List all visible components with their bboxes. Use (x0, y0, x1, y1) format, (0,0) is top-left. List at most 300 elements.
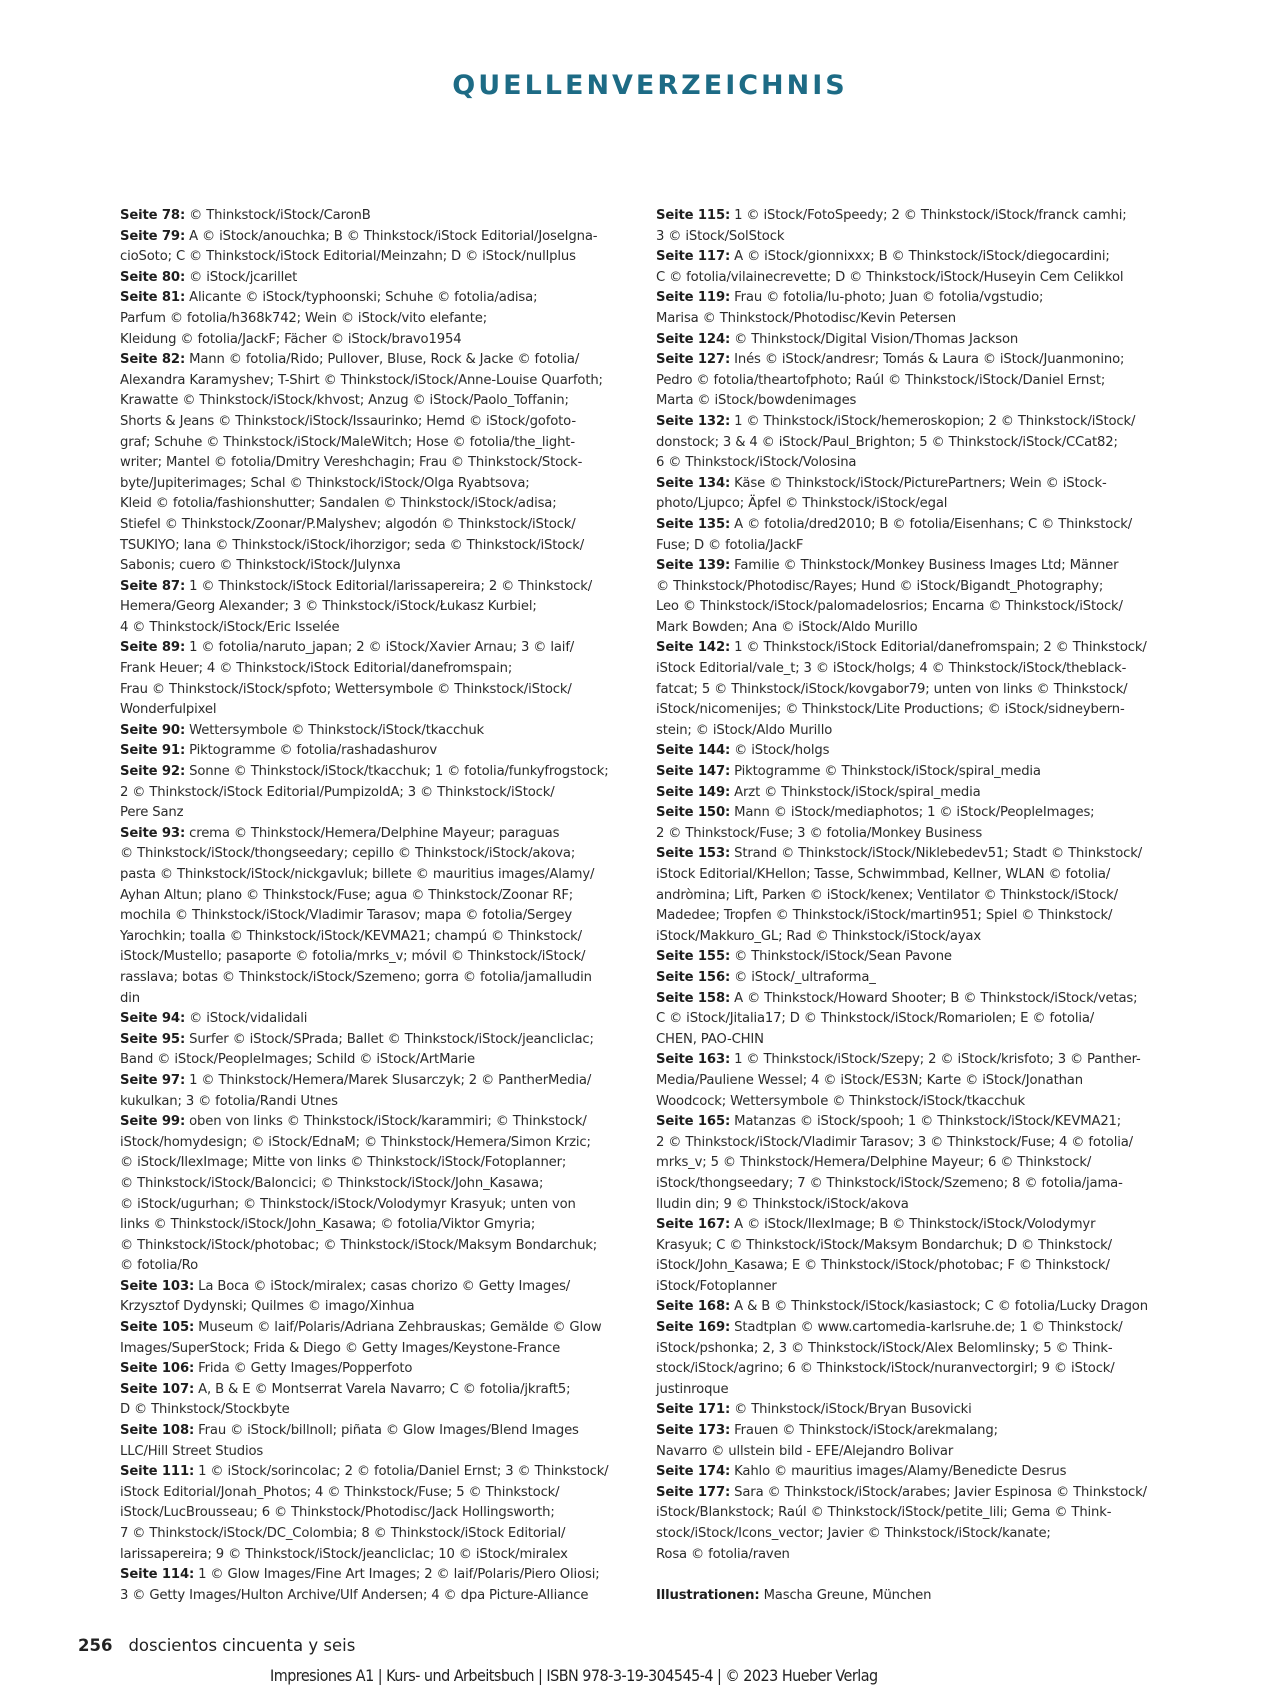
source-text: Mann © iStock/mediaphotos; 1 © iStock/PeopleImages; (730, 805, 1095, 821)
source-text: Parfum © fotolia/h368k742; Wein © iStock/vito elefante; (120, 310, 487, 326)
source-text: © Thinkstock/Digital Vision/Thomas Jackson (730, 331, 1019, 347)
source-text: C © fotolia/vilainecrevette; D © Thinkstock/iStock/Huseyin Cem Celikkol (656, 269, 1124, 285)
source-line (656, 1318, 1142, 1339)
source-text: iStock/Mustello; pasaporte © fotolia/mrks_v; móvil © Thinkstock/iStock/ (120, 949, 586, 965)
source-line (656, 309, 1142, 330)
source-text: iStock/nicomenijes; © Thinkstock/Lite Productions; © iStock/sidneybern- (656, 702, 1125, 718)
source-text: oben von links © Thinkstock/iStock/karammiri; © Thinkstock/ (185, 1114, 587, 1130)
source-line (120, 1297, 606, 1318)
source-line (656, 494, 1142, 515)
source-text: 1 © Thinkstock/iStock Editorial/danefromspain; 2 © Thinkstock/ (730, 640, 1147, 656)
source-text: C © iStock/Jitalia17; D © Thinkstock/iStock/RomarioIen; E © fotolia/ (656, 1011, 1095, 1027)
source-text: Pedro © fotolia/theartofphoto; Raúl © Thinkstock/iStock/Daniel Ernst; (656, 372, 1106, 388)
page-label: Seite 156: (656, 969, 731, 985)
page-label: Seite 158: (656, 990, 731, 1006)
source-line (656, 1215, 1142, 1236)
source-line (656, 721, 1142, 742)
source-text: D © Thinkstock/Stockbyte (120, 1402, 290, 1418)
source-line (120, 844, 606, 865)
source-line (656, 433, 1142, 454)
source-text: din (120, 990, 140, 1006)
source-text: Madedee; Tropfen © Thinkstock/iStock/martin951; Spiel © Thinkstock/ (656, 908, 1113, 924)
source-line (656, 1483, 1147, 1504)
page-label: Seite 142: (656, 640, 731, 656)
source-line (120, 474, 606, 495)
page-label: Seite 92: (120, 764, 186, 780)
source-line (120, 1153, 606, 1174)
source-text: Sonne © Thinkstock/iStock/tkacchuk; 1 © fotolia/funkyfrogstock; (185, 764, 609, 780)
source-text: 2 © Thinkstock/iStock/Vladimir Tarasov; 3 © Thinkstock/Fuse; 4 © fotolia/ (656, 1134, 1133, 1150)
source-text: Kleid © fotolia/fashionshutter; Sandalen © Thinkstock/iStock/adisa; (120, 496, 557, 512)
source-line (656, 844, 1142, 865)
source-line (120, 680, 606, 701)
source-text: Media/Pauliene Wessel; 4 © iStock/ES3N; Karte © iStock/Jonathan (656, 1072, 1083, 1088)
source-text: Marta © iStock/bowdenimages (656, 393, 857, 409)
page-label: Seite 108: (120, 1423, 195, 1439)
source-line (656, 762, 1142, 783)
source-line (120, 288, 606, 309)
source-text: A, B & E © Montserrat Varela Navarro; C © fotolia/jkraft5; (194, 1381, 571, 1397)
page-label: Seite 165: (656, 1114, 731, 1130)
page-label: Seite 114: (120, 1567, 195, 1583)
source-line (120, 1092, 606, 1113)
page-label: Seite 90: (120, 722, 186, 738)
source-text: A & B © Thinkstock/iStock/kasiastock; C © fotolia/Lucky Dragon (730, 1299, 1148, 1315)
source-line (656, 1236, 1142, 1257)
source-text: Mascha Greune, München (759, 1587, 932, 1603)
page-label: Seite 127: (656, 352, 731, 368)
source-line (656, 783, 1142, 804)
source-text: Käse © Thinkstock/iStock/PicturePartners; Wein © iStock- (730, 475, 1107, 491)
source-text: 1 © Thinkstock/iStock Editorial/larissapereira; 2 © Thinkstock/ (185, 578, 593, 594)
source-line (656, 989, 1142, 1010)
source-line (120, 1483, 606, 1504)
sources-column-right (656, 206, 1148, 1606)
source-text: iStock/thongseedary; 7 © Thinkstock/iStock/Szemeno; 8 © fotolia/jama- (656, 1175, 1123, 1191)
source-text: © iStock/vidalidali (185, 1011, 308, 1027)
source-text: Hemera/Georg Alexander; 3 © Thinkstock/iStock/Łukasz Kurbiel; (120, 599, 537, 615)
page-label: Seite 94: (120, 1011, 186, 1027)
source-line (656, 1153, 1142, 1174)
source-text: iStock/John_Kasawa; E © Thinkstock/iStock/photobac; F © Thinkstock/ (656, 1258, 1110, 1274)
source-text: larissapereira; 9 © Thinkstock/iStock/jeancliclac; 10 © iStock/miralex (120, 1546, 568, 1562)
source-text: donstock; 3 & 4 © iStock/Paul_Brighton; 5 © Thinkstock/iStock/CCat82; (656, 434, 1118, 450)
source-text: Piktogramme © fotolia/rashadashurov (185, 743, 437, 759)
source-line (656, 288, 1142, 309)
source-text: 1 © fotolia/naruto_japan; 2 © iStock/Xavier Arnau; 3 © laif/ (185, 640, 575, 656)
source-text: 2 © Thinkstock/iStock Editorial/PumpizoldA; 3 © Thinkstock/iStock/ (120, 784, 555, 800)
source-text: stock/iStock/Icons_vector; Javier © Thinkstock/iStock/kanate; (656, 1526, 1051, 1541)
source-text: Piktogramme © Thinkstock/iStock/spiral_media (730, 764, 1041, 780)
source-text: Alicante © iStock/typhoonski; Schuhe © fotolia/adisa; (185, 290, 538, 306)
source-text: Stiefel © Thinkstock/Zoonar/P.Malyshev; algodón © Thinkstock/iStock/ (120, 516, 576, 532)
book-credit: Impresiones A1 | Kurs- und Arbeitsbuch | ISBN 978-3-19-304545-4 | © 2023 Hueber Verlag (270, 1666, 878, 1685)
source-line (120, 1339, 606, 1360)
source-text: 1 © iStock/FotoSpeedy; 2 © Thinkstock/iStock/franck camhi; (730, 208, 1127, 223)
source-text: pasta © Thinkstock/iStock/nickgavluk; billete © mauritius images/Alamy/ (120, 867, 595, 882)
source-line (656, 741, 1142, 762)
source-text: iStock Editorial/Jonah_Photos; 4 © Thinkstock/Fuse; 5 © Thinkstock/ (120, 1484, 560, 1500)
source-text: iStock Editorial/KHellon; Tasse, Schwimmbad, Kellner, WLAN © fotolia/ (656, 867, 1111, 882)
page-label: Seite 99: (120, 1114, 186, 1130)
source-text: Mark Bowden; Ana © iStock/Aldo Murillo (656, 619, 918, 635)
source-line (656, 453, 1142, 474)
page-label: Seite 150: (656, 805, 731, 821)
source-text: Alexandra Karamyshev; T-Shirt © Thinkstock/iStock/Anne-Louise Quarfoth; (120, 372, 603, 388)
source-line (656, 1400, 1142, 1421)
source-line (656, 700, 1142, 721)
source-text: iStock/Fotoplanner (656, 1278, 777, 1294)
source-line (120, 453, 606, 474)
source-line (120, 1112, 606, 1133)
source-line (120, 1421, 606, 1442)
source-line (656, 1009, 1142, 1030)
source-line (656, 1277, 1142, 1298)
source-text: iStock Editorial/vale_t; 3 © iStock/holgs; 4 © Thinkstock/iStock/theblack- (656, 661, 1127, 677)
page-label: Seite 135: (656, 516, 731, 532)
source-text: © iStock/holgs (730, 743, 830, 759)
source-line (656, 412, 1142, 433)
source-line (656, 1380, 1142, 1401)
page-label: Seite 91: (120, 743, 186, 759)
source-line (120, 1030, 606, 1051)
source-text: A © iStock/gionnixxx; B © Thinkstock/iStock/diegocardini; (730, 249, 1110, 265)
source-text: Matanzas © iStock/spooh; 1 © Thinkstock/iStock/KEVMA21; (730, 1114, 1122, 1130)
source-line (656, 515, 1142, 536)
source-text: La Boca © iStock/miralex; casas chorizo © Getty Images/ (194, 1278, 571, 1294)
page-label: Seite 93: (120, 825, 186, 841)
source-text: photo/Ljupco; Äpfel © Thinkstock/iStock/egal (656, 496, 948, 512)
spacer (656, 1565, 1142, 1586)
source-line (120, 638, 606, 659)
source-line (656, 1359, 1142, 1380)
source-text: kukulkan; 3 © fotolia/Randi Utnes (120, 1093, 338, 1109)
source-text: Sara © Thinkstock/iStock/arabes; Javier Espinosa © Thinkstock/ (730, 1484, 1147, 1500)
source-line (120, 1195, 606, 1216)
source-line (656, 1133, 1142, 1154)
source-text: © Thinkstock/iStock/Sean Pavone (730, 949, 952, 965)
source-text: Ayhan Altun; plano © Thinkstock/Fuse; agua © Thinkstock/Zoonar RF; (120, 887, 574, 903)
source-line (120, 927, 606, 948)
source-line (120, 1277, 606, 1298)
source-text: crema © Thinkstock/Hemera/Delphine Mayeur; paraguas (185, 825, 560, 841)
source-text: Stadtplan © www.cartomedia-karlsruhe.de; 1 © Thinkstock/ (730, 1320, 1123, 1336)
source-text: A © iStock/anouchka; B © Thinkstock/iStock Editorial/JoseIgna- (185, 228, 598, 244)
source-text: Images/SuperStock; Frida & Diego © Getty Images/Keystone-France (120, 1340, 561, 1356)
source-line (120, 1442, 606, 1463)
source-line (120, 618, 606, 639)
source-line (120, 865, 606, 886)
source-text: Wettersymbole © Thinkstock/iStock/tkacchuk (185, 722, 485, 738)
source-line (120, 412, 606, 433)
source-text: Rosa © fotolia/raven (656, 1546, 790, 1562)
source-line (656, 1524, 1142, 1545)
source-line (656, 659, 1142, 680)
source-text: Familie © Thinkstock/Monkey Business Images Ltd; Männer (730, 558, 1119, 574)
source-line (656, 1030, 1142, 1051)
source-line (120, 1071, 606, 1092)
source-line (120, 824, 606, 845)
page-label: Seite 153: (656, 846, 731, 862)
source-text: Navarro © ullstein bild - EFE/Alejandro Bolivar (656, 1443, 954, 1459)
source-line (656, 1112, 1142, 1133)
page-label: Seite 111: (120, 1464, 195, 1480)
source-line (656, 391, 1142, 412)
source-text: Yarochkin; toalla © Thinkstock/iStock/KEVMA21; champú © Thinkstock/ (120, 928, 582, 944)
page-label: Seite 80: (120, 269, 186, 285)
source-text: 1 © Thinkstock/iStock/Szepy; 2 © iStock/krisfoto; 3 © Panther- (730, 1052, 1141, 1068)
source-text: Frau © Thinkstock/iStock/spfoto; Wettersymbole © Thinkstock/iStock/ (120, 681, 572, 697)
source-line (120, 1050, 606, 1071)
page-label: Seite 132: (656, 413, 731, 429)
source-line (120, 1565, 606, 1586)
page-label: Seite 149: (656, 784, 731, 800)
source-text: © Thinkstock/iStock/photobac; © Thinkstock/iStock/Maksym Bondarchuk; (120, 1237, 598, 1253)
page-label: Seite 119: (656, 290, 731, 306)
source-line (656, 1421, 1142, 1442)
source-line (656, 886, 1142, 907)
page-label: Seite 134: (656, 475, 731, 491)
source-line (120, 741, 606, 762)
source-text: 1 © Glow Images/Fine Art Images; 2 © laif/Polaris/Piero Oliosi; (194, 1567, 600, 1583)
source-line (120, 968, 606, 989)
source-line (656, 638, 1147, 659)
page-label: Seite 147: (656, 764, 731, 780)
source-text: © Thinkstock/iStock/thongseedary; cepillo © Thinkstock/iStock/akova; (120, 846, 576, 862)
source-text: Shorts & Jeans © Thinkstock/iStock/Issaurinko; Hemd © iStock/gofoto- (120, 413, 576, 429)
source-text: fatcat; 5 © Thinkstock/iStock/kovgabor79; unten von links © Thinkstock/ (656, 681, 1128, 697)
source-line (120, 906, 606, 927)
source-line (656, 1462, 1142, 1483)
page-label: Seite 95: (120, 1031, 186, 1047)
source-line (120, 1524, 606, 1545)
source-text: CHEN, PAO-CHIN (656, 1031, 764, 1047)
source-text: Frank Heuer; 4 © Thinkstock/iStock Editorial/danefromspain; (120, 661, 513, 677)
source-text: © Thinkstock/iStock/CaronB (185, 208, 371, 223)
source-text: Frida © Getty Images/Popperfoto (194, 1361, 413, 1377)
source-line (120, 268, 606, 289)
source-text: iStock/Blankstock; Raúl © Thinkstock/iStock/petite_lili; Gema © Think- (656, 1505, 1112, 1521)
source-line (120, 494, 606, 515)
source-line (656, 350, 1142, 371)
source-line (656, 824, 1142, 845)
source-line (656, 556, 1142, 577)
source-text: 7 © Thinkstock/iStock/DC_Colombia; 8 © Thinkstock/iStock Editorial/ (120, 1526, 566, 1541)
source-text: 1 © Thinkstock/iStock/hemeroskopion; 2 © Thinkstock/iStock/ (730, 413, 1136, 429)
source-text: © Thinkstock/Photodisc/Rayes; Hund © iStock/Bigandt_Photography; (656, 578, 1104, 594)
source-line (656, 1174, 1142, 1195)
source-line (120, 721, 606, 742)
source-text: Woodcock; Wettersymbole © Thinkstock/iStock/tkacchuk (656, 1093, 1026, 1109)
source-line (120, 659, 606, 680)
page-label: Seite 167: (656, 1217, 731, 1233)
source-text: lludin din; 9 © Thinkstock/iStock/akova (656, 1196, 909, 1212)
source-text: stock/iStock/agrino; 6 © Thinkstock/iStock/nuranvectorgirl; 9 © iStock/ (656, 1361, 1115, 1377)
source-line (656, 597, 1142, 618)
source-text: © iStock/_ultraforma_ (730, 969, 876, 985)
source-line (120, 227, 606, 248)
source-text: Marisa © Thinkstock/Photodisc/Kevin Petersen (656, 310, 956, 326)
page-label: Seite 103: (120, 1278, 195, 1294)
page-label: Seite 89: (120, 640, 186, 656)
source-text: Kleidung © fotolia/JackF; Fächer © iStock/bravo1954 (120, 331, 462, 347)
source-text: © iStock/IlexImage; Mitte von links © Thinkstock/iStock/Fotoplanner; (120, 1155, 567, 1171)
page-title: QUELLENVERZEICHNIS (452, 70, 848, 102)
source-line (120, 1503, 606, 1524)
source-line (120, 1400, 606, 1421)
page-label: Seite 169: (656, 1320, 731, 1336)
source-line (656, 371, 1142, 392)
source-line (656, 1442, 1142, 1463)
page-label: Illustrationen: (656, 1587, 760, 1603)
source-text: Pere Sanz (120, 805, 184, 821)
source-line (656, 680, 1142, 701)
source-line (120, 556, 606, 577)
source-text: graf; Schuhe © Thinkstock/iStock/MaleWitch; Hose © fotolia/the_light- (120, 434, 575, 450)
source-line (120, 1215, 606, 1236)
page-label: Seite 106: (120, 1361, 195, 1377)
source-line (656, 1545, 1142, 1566)
source-text: © fotolia/Ro (120, 1258, 199, 1274)
source-text: mrks_v; 5 © Thinkstock/Hemera/Delphine Mayeur; 6 © Thinkstock/ (656, 1155, 1092, 1171)
page-label: Seite 155: (656, 949, 731, 965)
source-text: stein; © iStock/Aldo Murillo (656, 722, 833, 738)
source-line (656, 1503, 1142, 1524)
source-line (656, 1050, 1142, 1071)
page-label: Seite 107: (120, 1381, 195, 1397)
source-line (120, 309, 606, 330)
source-line (120, 1318, 606, 1339)
source-line (120, 1174, 606, 1195)
source-line (656, 227, 1142, 248)
source-line (120, 947, 606, 968)
page-number: 256 (78, 1636, 113, 1655)
source-text: mochila © Thinkstock/iStock/Vladimir Tarasov; mapa © fotolia/Sergey (120, 908, 573, 924)
page-label: Seite 171: (656, 1402, 731, 1418)
source-line (120, 886, 606, 907)
source-line (120, 1359, 606, 1380)
source-text: Surfer © iStock/SPrada; Ballet © Thinkstock/iStock/jeancliclac; (185, 1031, 594, 1047)
source-line (120, 330, 606, 351)
source-text: Fuse; D © fotolia/JackF (656, 537, 804, 553)
source-text: Inés © iStock/andresr; Tomás & Laura © iStock/Juanmonino; (730, 352, 1125, 368)
source-line (120, 700, 606, 721)
page-label: Seite 173: (656, 1423, 731, 1439)
page-label: Seite 124: (656, 331, 731, 347)
source-text: Sabonis; cuero © Thinkstock/iStock/Julynxa (120, 558, 401, 574)
source-line (656, 968, 1142, 989)
page-label: Seite 105: (120, 1320, 195, 1336)
source-text: rasslava; botas © Thinkstock/iStock/Szemeno; gorra © fotolia/jamalludin (120, 969, 592, 985)
source-line (120, 597, 606, 618)
source-line (120, 1380, 606, 1401)
source-line (120, 247, 606, 268)
source-text: Kahlo © mauritius images/Alamy/Benedicte Desrus (730, 1464, 1067, 1480)
source-text: 2 © Thinkstock/Fuse; 3 © fotolia/Monkey Business (656, 825, 983, 841)
source-line (120, 1009, 606, 1030)
source-text: A © iStock/IlexImage; B © Thinkstock/iStock/Volodymyr (730, 1217, 1096, 1233)
page-number-words: doscientos cincuenta y seis (128, 1636, 356, 1655)
source-text: Krawatte © Thinkstock/iStock/khvost; Anzug © iStock/Paolo_Toffanin; (120, 393, 569, 409)
source-text: iStock/pshonka; 2, 3 © Thinkstock/iStock/Alex Belomlinsky; 5 © Think- (656, 1340, 1113, 1356)
source-text: © iStock/ugurhan; © Thinkstock/iStock/Volodymyr Krasyuk; unten von (120, 1196, 576, 1212)
page-label: Seite 163: (656, 1052, 731, 1068)
source-text: Band © iStock/PeopleImages; Schild © iStock/ArtMarie (120, 1052, 475, 1068)
source-text: Strand © Thinkstock/iStock/Niklebedev51; Stadt © Thinkstock/ (730, 846, 1142, 862)
page-label: Seite 78: (120, 208, 186, 223)
source-text: links © Thinkstock/iStock/John_Kasawa; © fotolia/Viktor Gmyria; (120, 1217, 536, 1233)
source-line (656, 1071, 1142, 1092)
source-text: Frauen © Thinkstock/iStock/arekmalang; (730, 1423, 998, 1439)
source-line (120, 433, 606, 454)
source-text: A © fotolia/dred2010; B © fotolia/Eisenhans; C © Thinkstock/ (730, 516, 1133, 532)
page-label: Seite 82: (120, 352, 186, 368)
source-text: Arzt © Thinkstock/iStock/spiral_media (730, 784, 981, 800)
source-line (656, 1339, 1142, 1360)
source-text: 6 © Thinkstock/iStock/Volosina (656, 455, 857, 471)
source-line (656, 618, 1142, 639)
source-line (120, 577, 606, 598)
source-text: iStock/LucBrousseau; 6 © Thinkstock/Photodisc/Jack Hollingsworth; (120, 1505, 555, 1521)
source-line (120, 1133, 606, 1154)
source-text: A © Thinkstock/Howard Shooter; B © Thinkstock/iStock/vetas; (730, 990, 1138, 1006)
source-line (120, 515, 606, 536)
source-line (656, 803, 1142, 824)
source-line (656, 906, 1142, 927)
page-label: Seite 79: (120, 228, 186, 244)
source-line (120, 1236, 606, 1257)
page-label: Seite 97: (120, 1072, 186, 1088)
source-text: © Thinkstock/iStock/Baloncici; © Thinkstock/iStock/John_Kasawa; (120, 1175, 544, 1191)
source-text: byte/Jupiterimages; Schal © Thinkstock/iStock/Olga Ryabtsova; (120, 475, 530, 491)
source-line (656, 947, 1142, 968)
page-label: Seite 117: (656, 249, 731, 265)
source-text: Frau © iStock/billnoll; piñata © Glow Images/Blend Images (194, 1423, 579, 1439)
source-line (656, 330, 1142, 351)
page-label: Seite 168: (656, 1299, 731, 1315)
source-line (656, 1195, 1142, 1216)
source-text: Krasyuk; C © Thinkstock/iStock/Maksym Bondarchuk; D © Thinkstock/ (656, 1237, 1112, 1253)
source-text: © iStock/jcarillet (185, 269, 298, 285)
page-label: Seite 177: (656, 1484, 731, 1500)
source-text: Wonderfulpixel (120, 702, 217, 718)
page-label: Seite 87: (120, 578, 186, 594)
source-text: 3 © iStock/SolStock (656, 228, 785, 244)
source-text: Mann © fotolia/Rido; Pullover, Bluse, Rock & Jacke © fotolia/ (185, 352, 580, 368)
source-text: Krzysztof Dydynski; Quilmes © imago/Xinhua (120, 1299, 415, 1315)
source-text: 1 © iStock/sorincolac; 2 © fotolia/Daniel Ernst; 3 © Thinkstock/ (194, 1464, 609, 1480)
source-text: 4 © Thinkstock/iStock/Eric Isselée (120, 619, 340, 635)
source-line (120, 536, 606, 557)
source-text: Museum © laif/Polaris/Adriana Zehbrauskas; Gemälde © Glow (194, 1320, 602, 1336)
source-line (120, 1256, 606, 1277)
source-line (120, 350, 606, 371)
source-line (656, 1092, 1142, 1113)
source-line (120, 803, 606, 824)
source-line (656, 1297, 1148, 1318)
source-line (656, 206, 1142, 227)
source-text: writer; Mantel © fotolia/Dmitry Vereshchagin; Frau © Thinkstock/Stock- (120, 455, 583, 471)
source-line (120, 371, 606, 392)
source-text: TSUKIYO; lana © Thinkstock/iStock/ihorzigor; seda © Thinkstock/iStock/ (120, 537, 585, 553)
source-line (656, 577, 1142, 598)
source-line (656, 536, 1142, 557)
source-line (120, 1545, 606, 1566)
source-line (656, 865, 1142, 886)
source-line (120, 1462, 609, 1483)
source-line (656, 1256, 1142, 1277)
source-text: iStock/homydesign; © iStock/EdnaM; © Thinkstock/Hemera/Simon Krzic; (120, 1134, 591, 1150)
